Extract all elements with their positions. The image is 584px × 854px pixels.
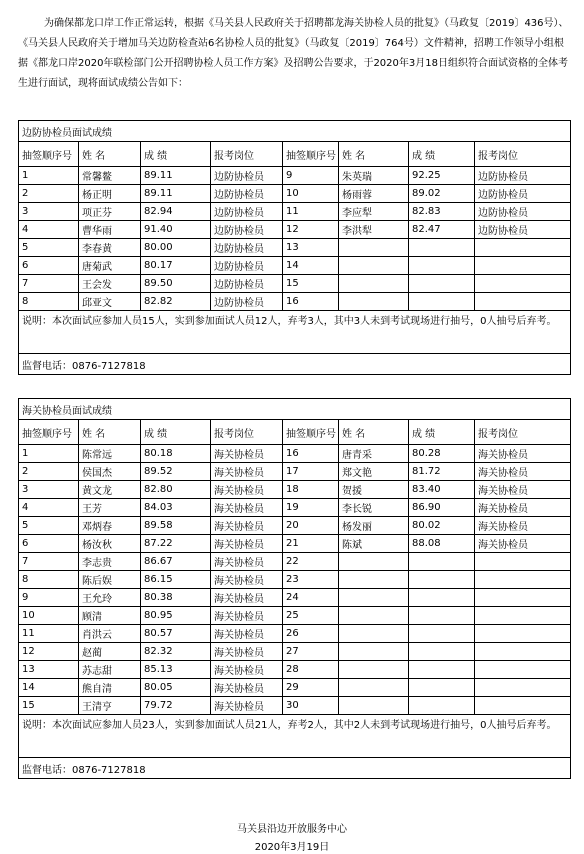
score-cell	[409, 679, 475, 697]
position-cell	[475, 571, 571, 589]
score-cell: 82.83	[409, 203, 475, 221]
column-header: 报考岗位	[475, 420, 571, 445]
footer-date: 2020年3月19日	[254, 842, 330, 853]
name-cell: 陈斌	[339, 535, 409, 553]
score-cell: 80.57	[141, 625, 211, 643]
score-cell: 80.17	[141, 257, 211, 275]
score-cell	[409, 625, 475, 643]
score-cell: 80.00	[141, 239, 211, 257]
position-cell	[475, 257, 571, 275]
name-cell: 顾清	[79, 607, 141, 625]
position-cell: 边防协检员	[211, 293, 283, 311]
table-row	[19, 643, 571, 661]
column-header: 抽签顺序号	[19, 142, 79, 167]
position-cell: 海关协检员	[211, 499, 283, 517]
draw-number-cell: 6	[19, 257, 79, 275]
position-cell: 海关协检员	[475, 445, 571, 463]
name-cell: 熊自清	[79, 679, 141, 697]
column-header: 成 绩	[141, 142, 211, 167]
score-cell: 88.08	[409, 535, 475, 553]
position-cell: 海关协检员	[211, 481, 283, 499]
draw-number-cell: 18	[283, 481, 339, 499]
name-cell: 杨正明	[79, 185, 141, 203]
name-cell: 王芳	[79, 499, 141, 517]
table-row	[19, 553, 571, 571]
draw-number-cell: 25	[283, 607, 339, 625]
table-row	[19, 221, 571, 239]
score-cell	[409, 697, 475, 715]
score-cell: 82.80	[141, 481, 211, 499]
position-cell: 海关协检员	[211, 625, 283, 643]
column-header: 抽签顺序号	[19, 420, 79, 445]
table-row	[19, 589, 571, 607]
name-cell	[339, 275, 409, 293]
name-cell: 肖洪云	[79, 625, 141, 643]
table-row	[19, 625, 571, 643]
position-cell	[475, 697, 571, 715]
position-cell	[475, 625, 571, 643]
intro-paragraph: 为确保都龙口岸工作正常运转，根据《马关县人民政府关于招聘都龙海关协检人员的批复》（马政复〔2019〕436号）、《马关县人民政府关于增加马关边防检查站6名协检人员的批复》（马政复〔2019〕764号）文件精神，招聘工作领导小组根据《都龙口岸2020年联检部门公开招聘协检人员工作方案》及招聘公告要求，于2020年3月18日组织符合面试资格的全体考生进行面试，现将面试成绩公告如下：	[18, 18, 569, 89]
draw-number-cell: 21	[283, 535, 339, 553]
name-cell: 王会发	[79, 275, 141, 293]
score-cell: 79.72	[141, 697, 211, 715]
name-cell: 杨汝秋	[79, 535, 141, 553]
name-cell	[339, 571, 409, 589]
score-cell: 80.02	[409, 517, 475, 535]
position-cell: 海关协检员	[475, 499, 571, 517]
draw-number-cell: 2	[19, 185, 79, 203]
name-cell: 曹华雨	[79, 221, 141, 239]
column-header: 抽签顺序号	[283, 420, 339, 445]
draw-number-cell: 2	[19, 463, 79, 481]
score-cell: 89.02	[409, 185, 475, 203]
table-row	[19, 257, 571, 275]
name-cell: 杨雨蓉	[339, 185, 409, 203]
position-cell	[475, 239, 571, 257]
draw-number-cell: 23	[283, 571, 339, 589]
position-cell: 边防协检员	[475, 221, 571, 239]
score-cell: 89.52	[141, 463, 211, 481]
position-cell: 海关协检员	[211, 517, 283, 535]
column-header: 成 绩	[409, 420, 475, 445]
name-cell: 王允玲	[79, 589, 141, 607]
table-row	[19, 607, 571, 625]
name-cell: 贺援	[339, 481, 409, 499]
position-cell: 边防协检员	[211, 203, 283, 221]
position-cell: 海关协检员	[211, 607, 283, 625]
draw-number-cell: 1	[19, 445, 79, 463]
name-cell	[339, 625, 409, 643]
border-inspector-score-table	[18, 120, 571, 375]
score-cell: 80.28	[409, 445, 475, 463]
draw-number-cell: 13	[19, 661, 79, 679]
position-cell: 边防协检员	[211, 221, 283, 239]
score-cell	[409, 661, 475, 679]
score-cell: 89.11	[141, 167, 211, 185]
table-row	[19, 275, 571, 293]
name-cell: 郑文艳	[339, 463, 409, 481]
score-cell: 85.13	[141, 661, 211, 679]
score-cell	[409, 553, 475, 571]
position-cell: 海关协检员	[211, 535, 283, 553]
column-header: 抽签顺序号	[283, 142, 339, 167]
position-cell	[475, 661, 571, 679]
draw-number-cell: 7	[19, 553, 79, 571]
draw-number-cell: 22	[283, 553, 339, 571]
position-cell: 海关协检员	[211, 697, 283, 715]
name-cell: 常馨鳌	[79, 167, 141, 185]
column-header: 成 绩	[141, 420, 211, 445]
name-cell: 陈后娱	[79, 571, 141, 589]
position-cell: 海关协检员	[211, 679, 283, 697]
name-cell: 侯国杰	[79, 463, 141, 481]
name-cell: 朱英瑞	[339, 167, 409, 185]
footer-organization: 马关县沿边开放服务中心	[237, 824, 347, 835]
position-cell: 海关协检员	[211, 589, 283, 607]
column-header: 姓 名	[339, 420, 409, 445]
supervision-phone: 监督电话：0876-7127818	[19, 758, 571, 779]
position-cell: 海关协检员	[211, 553, 283, 571]
position-cell	[475, 679, 571, 697]
score-cell: 80.95	[141, 607, 211, 625]
table-row	[19, 167, 571, 185]
draw-number-cell: 30	[283, 697, 339, 715]
name-cell	[339, 697, 409, 715]
position-cell: 边防协检员	[211, 275, 283, 293]
name-cell: 李应犁	[339, 203, 409, 221]
draw-number-cell: 13	[283, 239, 339, 257]
score-cell: 82.94	[141, 203, 211, 221]
table-row	[19, 239, 571, 257]
score-cell: 82.47	[409, 221, 475, 239]
score-cell	[409, 571, 475, 589]
name-cell: 唐青采	[339, 445, 409, 463]
name-cell	[339, 589, 409, 607]
position-cell: 海关协检员	[211, 643, 283, 661]
draw-number-cell: 4	[19, 499, 79, 517]
score-cell: 91.40	[141, 221, 211, 239]
name-cell: 李春黄	[79, 239, 141, 257]
table-row	[19, 517, 571, 535]
table-row	[19, 203, 571, 221]
draw-number-cell: 12	[19, 643, 79, 661]
name-cell	[339, 643, 409, 661]
table-row	[19, 571, 571, 589]
draw-number-cell: 7	[19, 275, 79, 293]
score-cell: 89.58	[141, 517, 211, 535]
score-cell: 87.22	[141, 535, 211, 553]
draw-number-cell: 4	[19, 221, 79, 239]
score-cell	[409, 607, 475, 625]
draw-number-cell: 3	[19, 481, 79, 499]
supervision-phone: 监督电话：0876-7127818	[19, 354, 571, 375]
table-note: 说明：本次面试应参加人员15人，实到参加面试人员12人，弃考3人，其中3人未到考试现场进行抽号，0人抽号后弃考。	[19, 311, 571, 354]
name-cell: 李志贵	[79, 553, 141, 571]
table-note: 说明：本次面试应参加人员23人，实到参加面试人员21人，弃考2人，其中2人未到考试现场进行抽号，0人抽号后弃考。	[19, 715, 571, 758]
draw-number-cell: 27	[283, 643, 339, 661]
score-cell: 80.05	[141, 679, 211, 697]
table-title: 边防协检员面试成绩	[19, 121, 571, 142]
column-header: 姓 名	[79, 142, 141, 167]
draw-number-cell: 8	[19, 293, 79, 311]
draw-number-cell: 17	[283, 463, 339, 481]
table-row	[19, 445, 571, 463]
draw-number-cell: 6	[19, 535, 79, 553]
draw-number-cell: 19	[283, 499, 339, 517]
customs-inspector-score-table	[18, 398, 571, 779]
draw-number-cell: 15	[19, 697, 79, 715]
draw-number-cell: 10	[283, 185, 339, 203]
score-cell: 82.32	[141, 643, 211, 661]
draw-number-cell: 16	[283, 293, 339, 311]
name-cell: 赵蔺	[79, 643, 141, 661]
name-cell	[339, 239, 409, 257]
score-cell: 81.72	[409, 463, 475, 481]
position-cell: 边防协检员	[475, 167, 571, 185]
table-row	[19, 697, 571, 715]
name-cell	[339, 257, 409, 275]
position-cell: 边防协检员	[211, 185, 283, 203]
draw-number-cell: 16	[283, 445, 339, 463]
draw-number-cell: 29	[283, 679, 339, 697]
name-cell	[339, 293, 409, 311]
name-cell: 苏志甜	[79, 661, 141, 679]
draw-number-cell: 26	[283, 625, 339, 643]
position-cell: 海关协检员	[211, 661, 283, 679]
draw-number-cell: 24	[283, 589, 339, 607]
score-cell: 86.67	[141, 553, 211, 571]
score-cell: 80.18	[141, 445, 211, 463]
column-header: 报考岗位	[211, 420, 283, 445]
score-cell: 86.15	[141, 571, 211, 589]
table-row	[19, 499, 571, 517]
column-header: 姓 名	[339, 142, 409, 167]
draw-number-cell: 14	[19, 679, 79, 697]
column-header: 成 绩	[409, 142, 475, 167]
table-row	[19, 185, 571, 203]
name-cell	[339, 607, 409, 625]
position-cell	[475, 643, 571, 661]
position-cell: 边防协检员	[211, 167, 283, 185]
name-cell: 王清亨	[79, 697, 141, 715]
name-cell: 李长锐	[339, 499, 409, 517]
draw-number-cell: 3	[19, 203, 79, 221]
draw-number-cell: 28	[283, 661, 339, 679]
name-cell: 唐菊武	[79, 257, 141, 275]
draw-number-cell: 5	[19, 517, 79, 535]
table-row	[19, 661, 571, 679]
score-cell	[409, 275, 475, 293]
draw-number-cell: 1	[19, 167, 79, 185]
position-cell: 边防协检员	[211, 257, 283, 275]
table-title: 海关协检员面试成绩	[19, 399, 571, 420]
position-cell: 边防协检员	[475, 185, 571, 203]
position-cell: 海关协检员	[475, 535, 571, 553]
position-cell: 海关协检员	[475, 517, 571, 535]
position-cell: 海关协检员	[475, 463, 571, 481]
draw-number-cell: 20	[283, 517, 339, 535]
score-cell	[409, 293, 475, 311]
table-row	[19, 463, 571, 481]
draw-number-cell: 9	[283, 167, 339, 185]
score-cell: 89.50	[141, 275, 211, 293]
position-cell: 海关协检员	[211, 445, 283, 463]
score-cell: 82.82	[141, 293, 211, 311]
draw-number-cell: 15	[283, 275, 339, 293]
score-cell	[409, 257, 475, 275]
score-cell: 80.38	[141, 589, 211, 607]
score-cell: 84.03	[141, 499, 211, 517]
position-cell: 海关协检员	[475, 481, 571, 499]
position-cell: 边防协检员	[211, 239, 283, 257]
name-cell	[339, 553, 409, 571]
position-cell	[475, 589, 571, 607]
name-cell	[339, 679, 409, 697]
name-cell: 黄文龙	[79, 481, 141, 499]
draw-number-cell: 5	[19, 239, 79, 257]
draw-number-cell: 9	[19, 589, 79, 607]
name-cell: 李洪犁	[339, 221, 409, 239]
table-row	[19, 293, 571, 311]
score-cell	[409, 589, 475, 607]
score-cell: 89.11	[141, 185, 211, 203]
draw-number-cell: 11	[283, 203, 339, 221]
name-cell: 项正芬	[79, 203, 141, 221]
name-cell: 陈常远	[79, 445, 141, 463]
table-row	[19, 481, 571, 499]
score-cell	[409, 643, 475, 661]
draw-number-cell: 8	[19, 571, 79, 589]
score-cell: 92.25	[409, 167, 475, 185]
draw-number-cell: 11	[19, 625, 79, 643]
position-cell	[475, 293, 571, 311]
draw-number-cell: 14	[283, 257, 339, 275]
position-cell: 海关协检员	[211, 571, 283, 589]
name-cell: 邓炳春	[79, 517, 141, 535]
score-cell	[409, 239, 475, 257]
table-row	[19, 535, 571, 553]
column-header: 姓 名	[79, 420, 141, 445]
score-cell: 83.40	[409, 481, 475, 499]
table-row	[19, 679, 571, 697]
name-cell: 邱亚文	[79, 293, 141, 311]
position-cell	[475, 553, 571, 571]
name-cell	[339, 661, 409, 679]
draw-number-cell: 12	[283, 221, 339, 239]
position-cell	[475, 607, 571, 625]
draw-number-cell: 10	[19, 607, 79, 625]
score-cell: 86.90	[409, 499, 475, 517]
position-cell	[475, 275, 571, 293]
column-header: 报考岗位	[475, 142, 571, 167]
column-header: 报考岗位	[211, 142, 283, 167]
name-cell: 杨发丽	[339, 517, 409, 535]
position-cell: 海关协检员	[211, 463, 283, 481]
position-cell: 边防协检员	[475, 203, 571, 221]
